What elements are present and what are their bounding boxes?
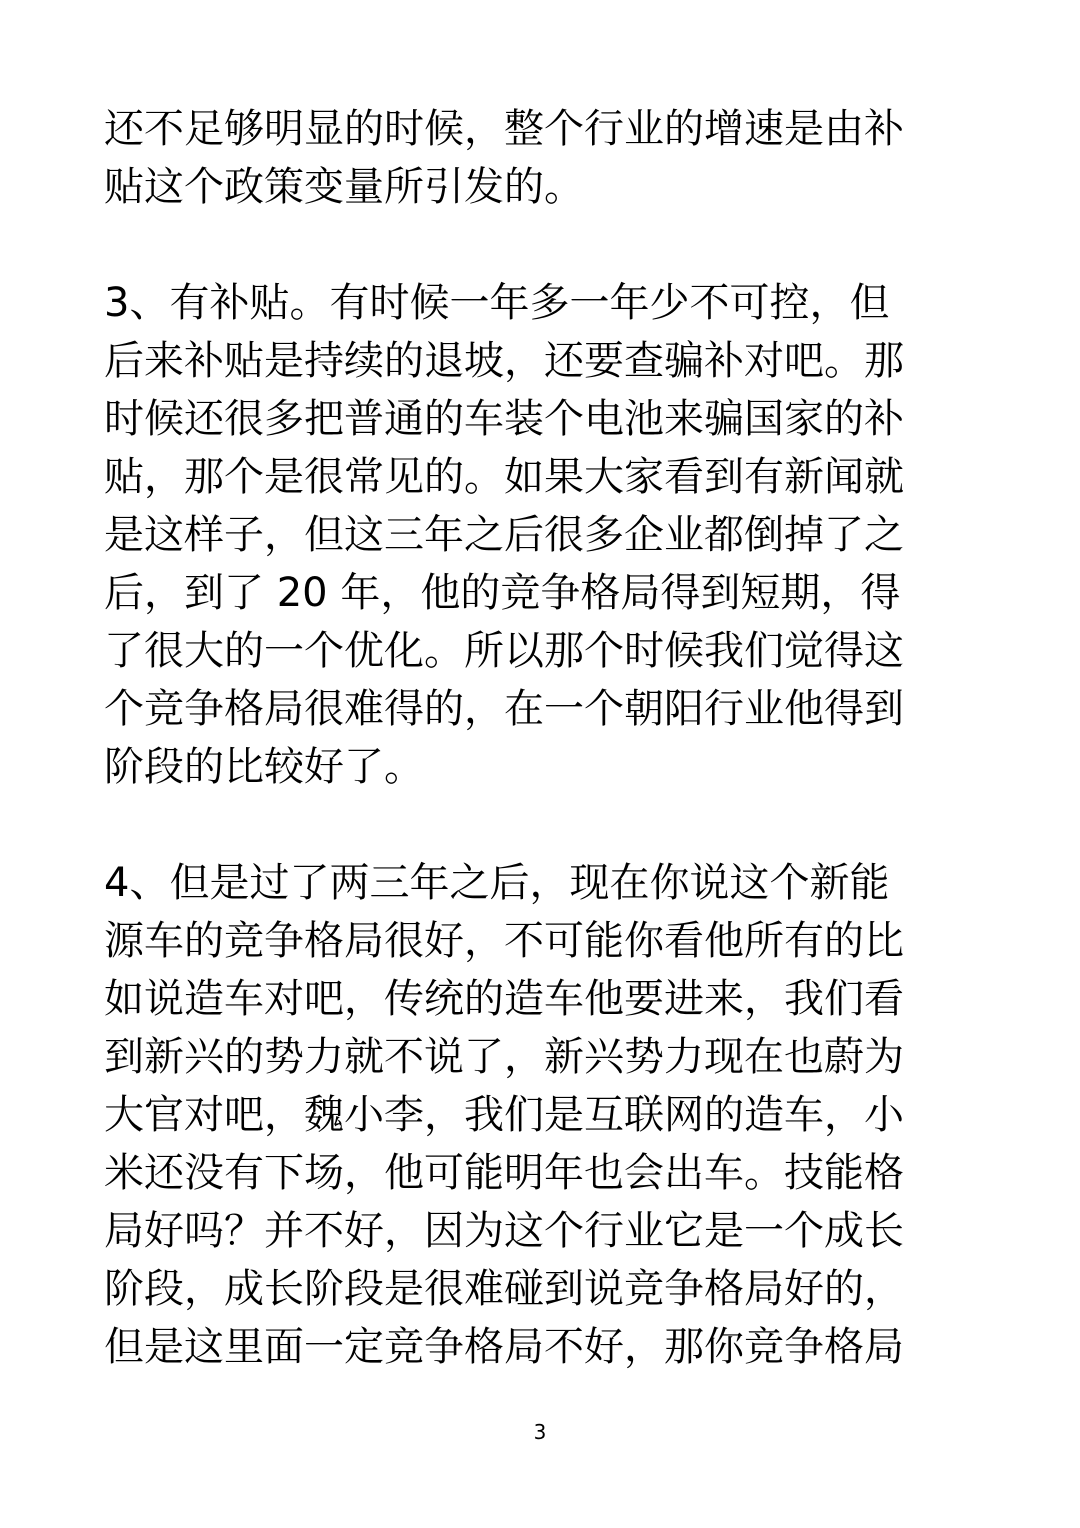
text-line: 还不足够明显的时候，整个行业的增速是由补 — [104, 106, 904, 152]
text-line: 到新兴的势力就不说了，新兴势力现在也蔚为 — [104, 1034, 904, 1080]
text-line: 3、有补贴。有时候一年多一年少不可控，但 — [104, 280, 890, 326]
text-line: 贴这个政策变量所引发的。 — [104, 164, 584, 210]
text-line: 阶段，成长阶段是很难碰到说竞争格局好的， — [104, 1266, 904, 1312]
text-line: 如说造车对吧，传统的造车他要进来，我们看 — [104, 976, 904, 1022]
text-line: 米还没有下场，他可能明年也会出车。技能格 — [104, 1150, 904, 1196]
paragraph-gap — [104, 216, 984, 274]
text-line: 后来补贴是持续的退坡，还要查骗补对吧。那 — [104, 338, 904, 384]
text-line: 个竞争格局很难得的，在一个朝阳行业他得到 — [104, 686, 904, 732]
text-line: 局好吗？并不好，因为这个行业它是一个成长 — [104, 1208, 904, 1254]
document-body — [104, 100, 984, 1376]
paragraph-point-4 — [104, 854, 984, 1376]
text-line: 是这样子，但这三年之后很多企业都倒掉了之 — [104, 512, 904, 558]
text-line: 源车的竞争格局很好，不可能你看他所有的比 — [104, 918, 904, 964]
text-line: 后，到了 20 年，他的竞争格局得到短期，得 — [104, 570, 901, 616]
paragraph-gap — [104, 796, 984, 854]
text-line: 时候还很多把普通的车装个电池来骗国家的补 — [104, 396, 904, 442]
text-line: 大官对吧，魏小李，我们是互联网的造车，小 — [104, 1092, 904, 1138]
text-line: 了很大的一个优化。所以那个时候我们觉得这 — [104, 628, 904, 674]
paragraph-intro-continued — [104, 100, 984, 216]
text-line: 4、但是过了两三年之后，现在你说这个新能 — [104, 860, 890, 906]
page-number: 3 — [533, 1420, 547, 1444]
text-line: 贴，那个是很常见的。如果大家看到有新闻就 — [104, 454, 904, 500]
text-line: 阶段的比较好了。 — [104, 744, 424, 790]
text-line: 但是这里面一定竞争格局不好，那你竞争格局 — [104, 1324, 904, 1370]
paragraph-point-3 — [104, 274, 984, 796]
